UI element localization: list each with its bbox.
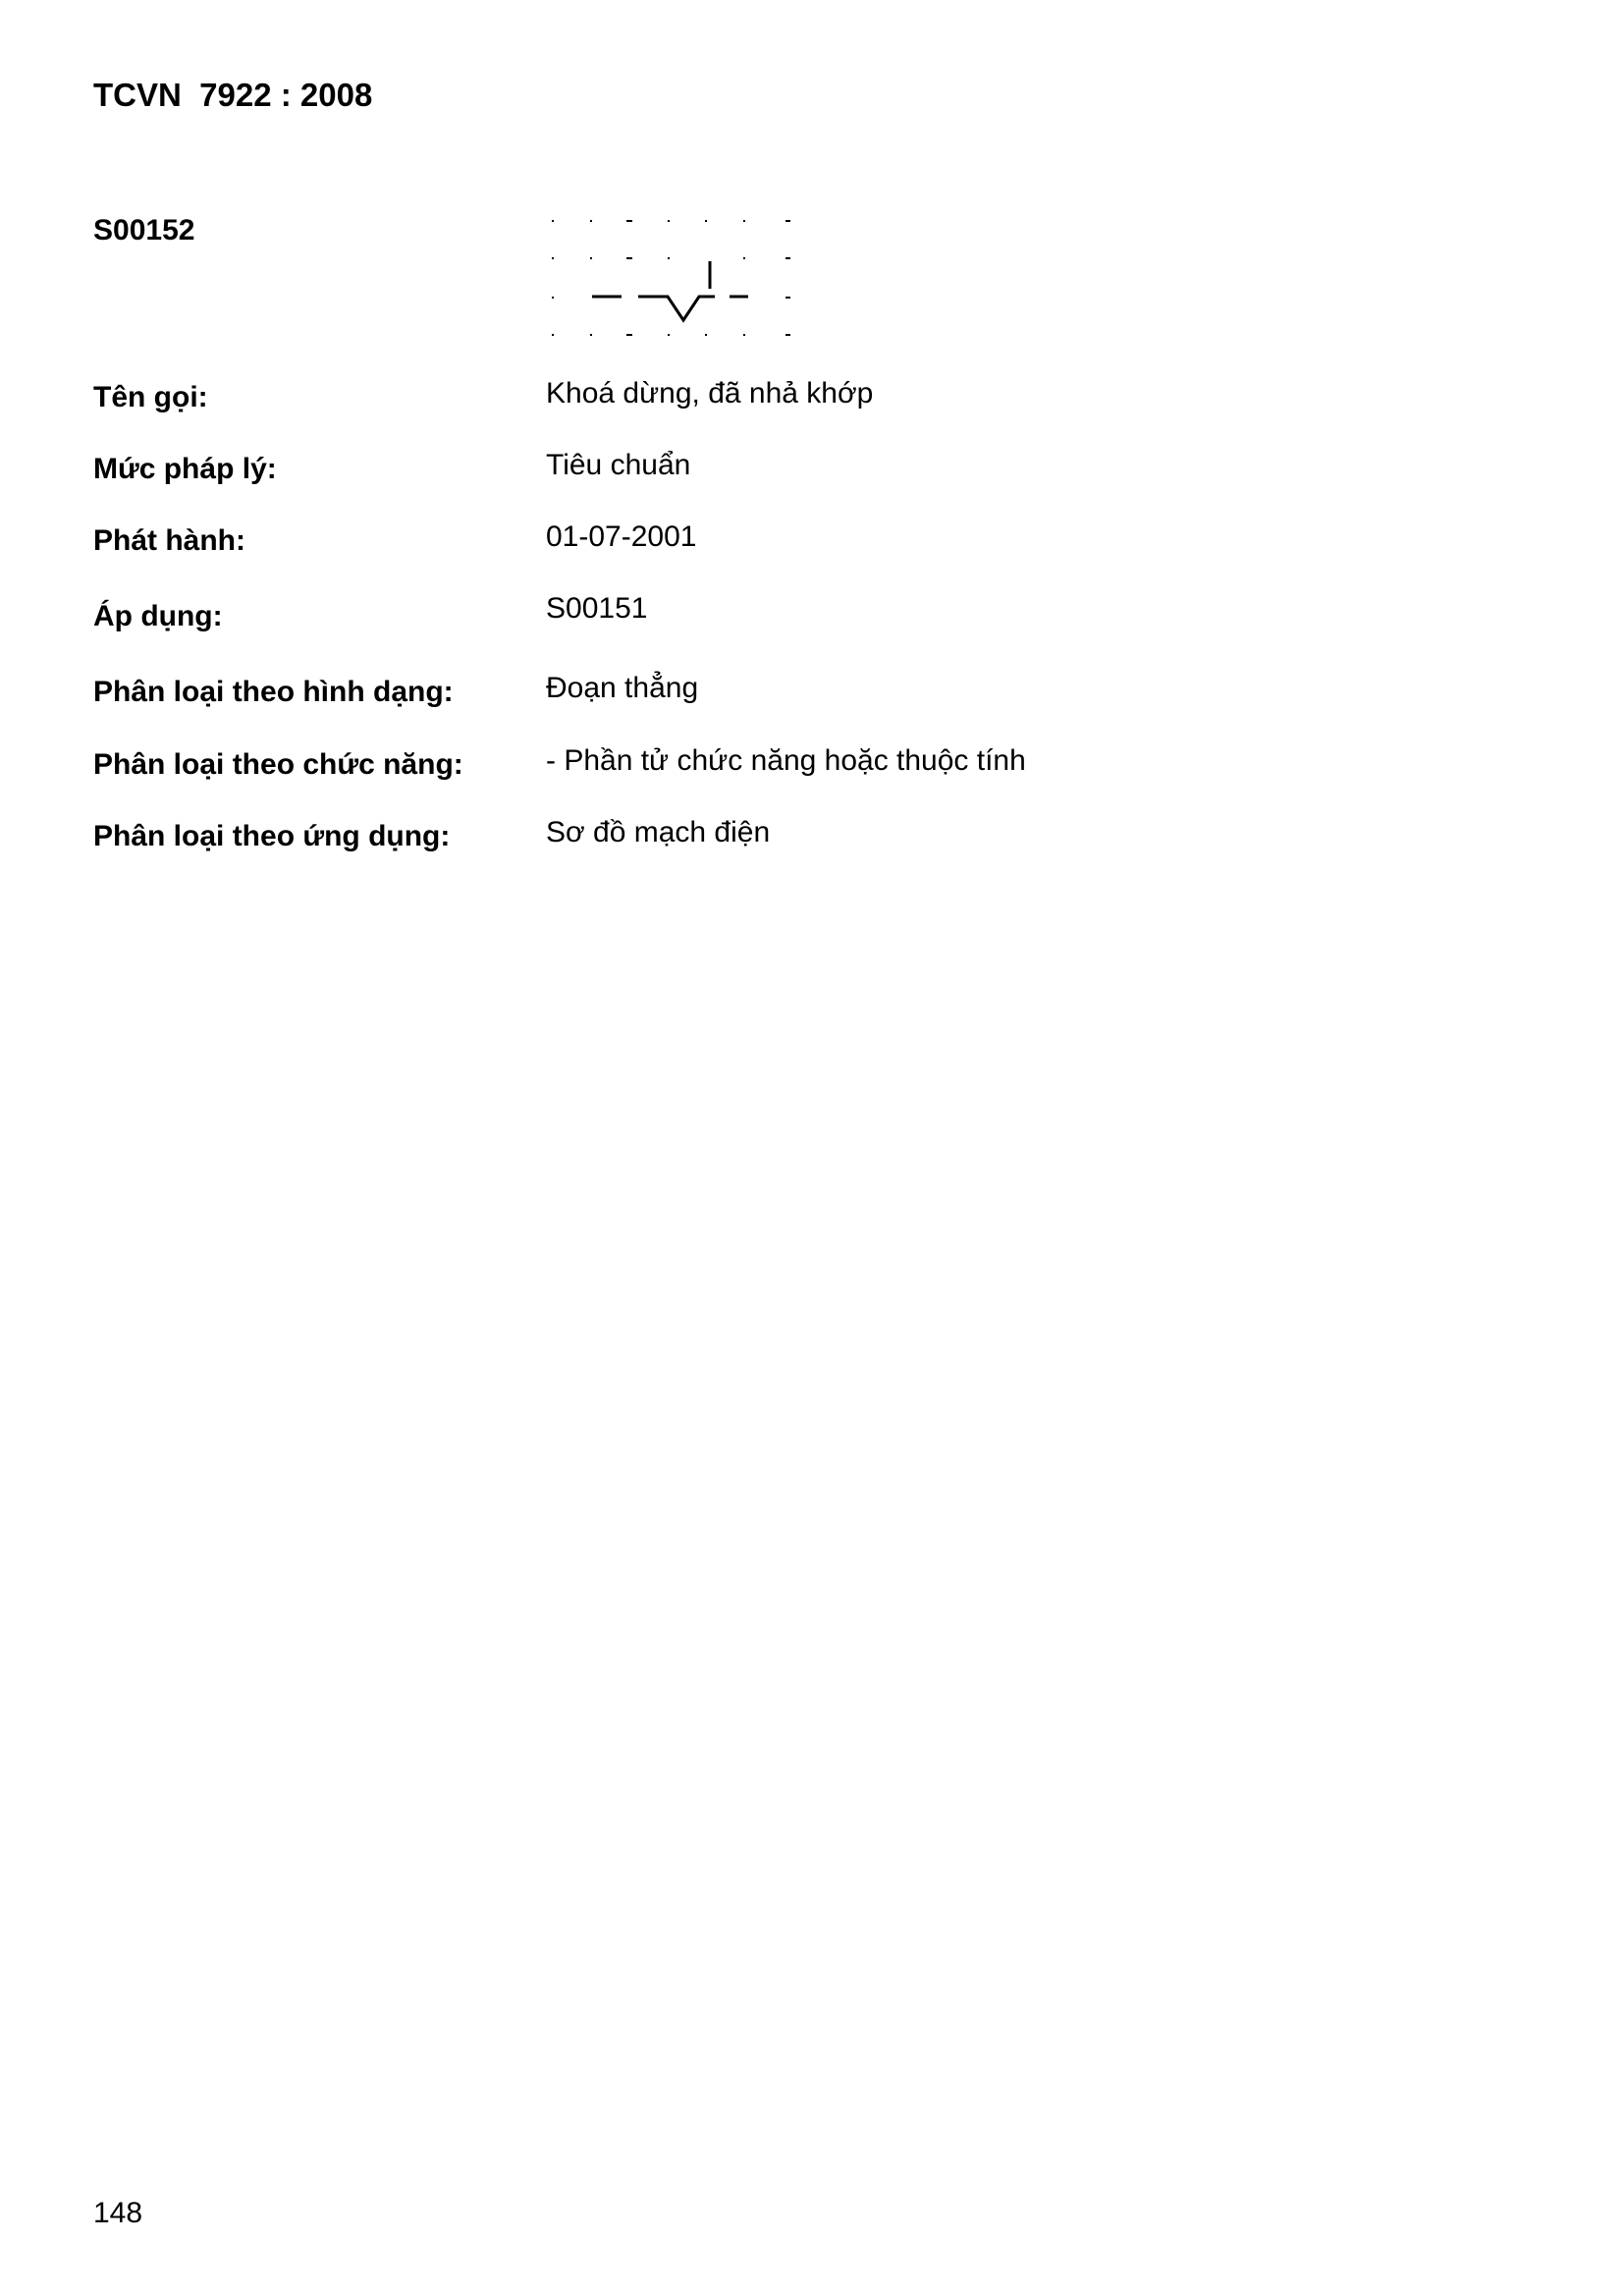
- field-row-ten-goi: [93, 377, 1468, 430]
- field-label: Phân loại theo ứng dụng:: [93, 820, 451, 852]
- field-value: Sơ đồ mạch điện: [546, 816, 771, 848]
- field-value: S00151: [546, 592, 648, 625]
- switch-symbol-icon: [538, 206, 813, 354]
- field-row-phan-loai-hinh-dang: [93, 672, 1468, 725]
- field-value: 01-07-2001: [546, 520, 697, 553]
- field-value: Khoá dừng, đã nhả khớp: [546, 377, 874, 410]
- field-label: Áp dụng:: [93, 600, 223, 632]
- field-row-phan-loai-chuc-nang: [93, 744, 1468, 797]
- field-value: Đoạn thẳng: [546, 672, 699, 704]
- field-row-ap-dung: [93, 592, 1468, 649]
- standard-title: TCVN 7922 : 2008: [93, 77, 373, 113]
- grid-dots: [552, 220, 790, 336]
- field-label: Tên gọi:: [93, 381, 208, 413]
- field-value: - Phần tử chức năng hoặc thuộc tính: [546, 744, 1026, 777]
- field-row-phat-hanh: [93, 520, 1468, 574]
- field-label: Phân loại theo hình dạng:: [93, 676, 454, 708]
- field-row-phan-loai-ung-dung: [93, 816, 1468, 869]
- field-label: Phát hành:: [93, 524, 245, 557]
- symbol-code: S00152: [93, 214, 195, 246]
- switch-lines: [592, 261, 748, 320]
- field-label: Phân loại theo chức năng:: [93, 748, 463, 781]
- field-row-muc-phap-ly: [93, 449, 1468, 502]
- field-value: Tiêu chuẩn: [546, 449, 691, 481]
- page-number: 148: [93, 2197, 143, 2229]
- field-label: Mức pháp lý:: [93, 453, 277, 485]
